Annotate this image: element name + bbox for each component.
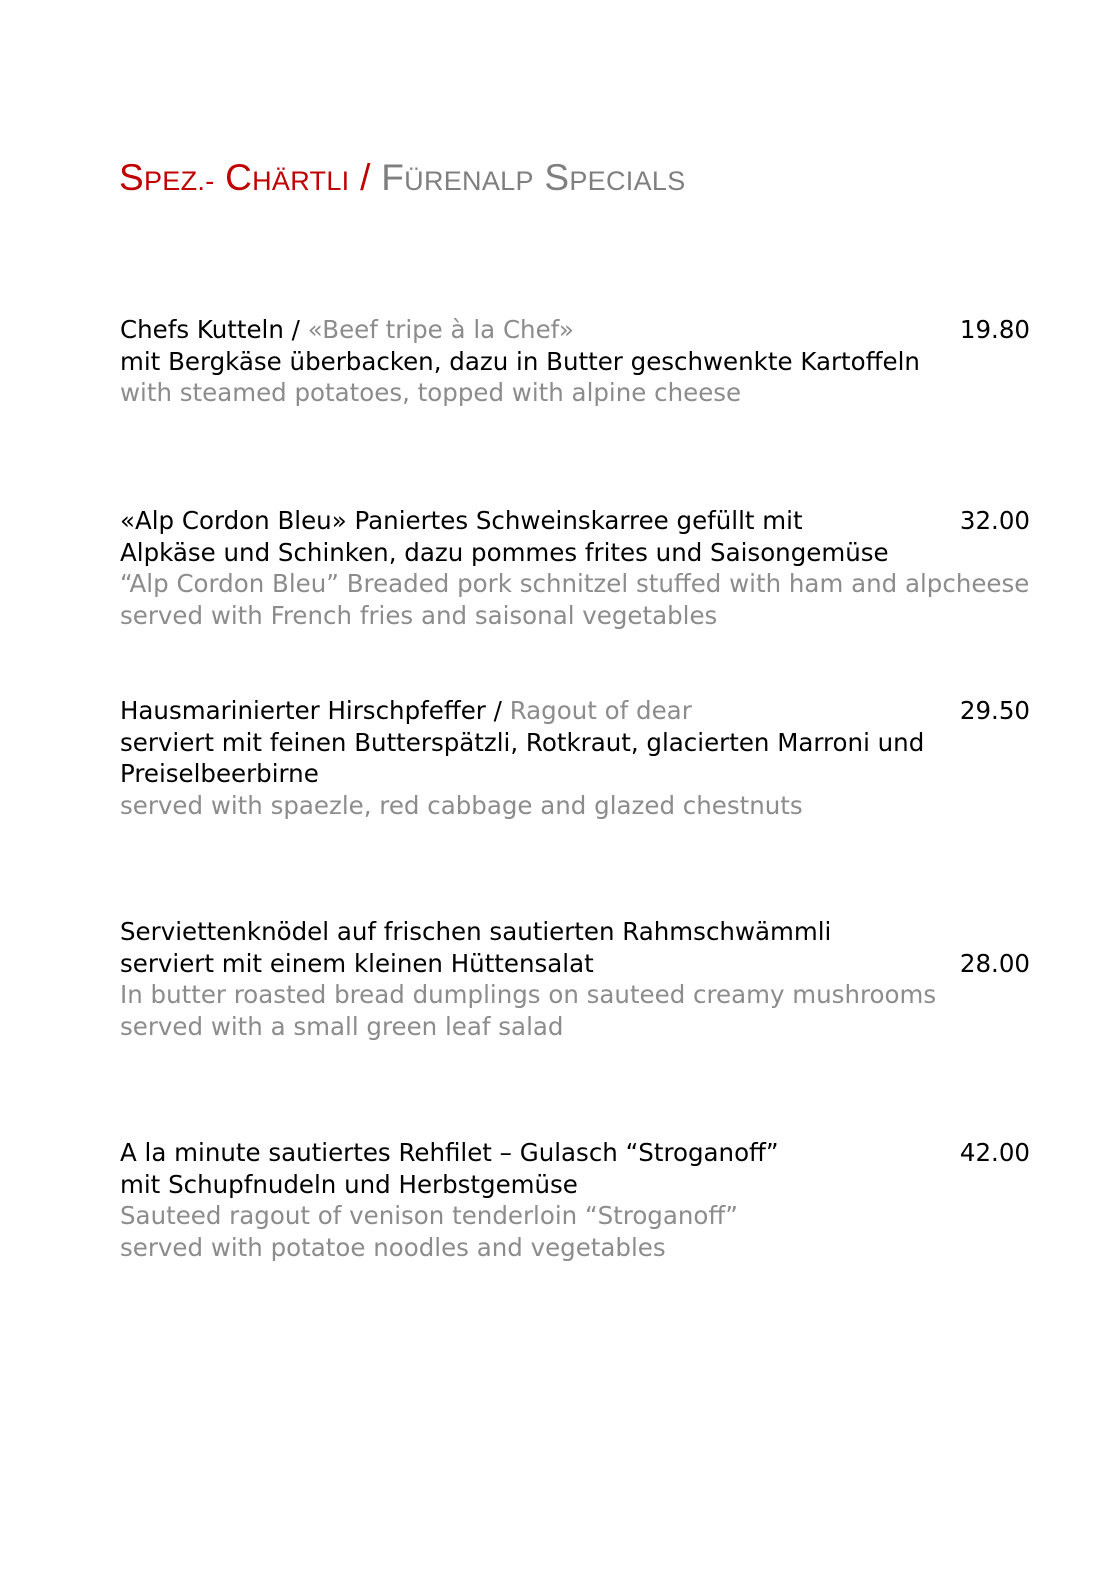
title-german xyxy=(119,157,371,198)
item-name-de: «Alp Cordon Bleu» Paniertes Schweinskarree gefüllt mit xyxy=(120,506,803,535)
item-name-de: Chefs Kutteln / xyxy=(120,315,308,344)
item-price: 42.00 xyxy=(959,1138,1030,1167)
title-smallcaps: ÜRENALP xyxy=(404,166,534,196)
menu-item-hirschpfeffer xyxy=(120,695,1030,821)
item-name xyxy=(120,314,1030,346)
item-desc-de: serviert mit einem kleinen Hüttensalat xyxy=(120,948,594,978)
menu-item-chefs-kutteln xyxy=(120,314,1030,409)
item-desc-en: served with French fries and saisonal vegetables xyxy=(120,600,718,630)
title-initial: S xyxy=(544,157,570,198)
item-desc-en: “Alp Cordon Bleu” Breaded pork schnitzel stuffed with ham and alpcheese xyxy=(120,569,1030,599)
item-price: 32.00 xyxy=(959,506,1030,535)
item-price: 28.00 xyxy=(959,948,1030,978)
item-name-en: «Beef tripe à la Chef» xyxy=(307,315,574,344)
item-name xyxy=(120,695,1030,727)
item-name-de: Serviettenknödel auf frischen sautierten Rahmschwämmli xyxy=(120,917,832,946)
item-desc-en: In butter roasted bread dumplings on sauteed creamy mushrooms xyxy=(120,980,937,1010)
item-desc-de: mit Schupfnudeln und Herbstgemüse xyxy=(120,1169,578,1199)
title-separator: / xyxy=(360,157,371,198)
title-smallcaps: PECIALS xyxy=(569,166,686,196)
item-desc-en: served with a small green leaf salad xyxy=(120,1011,564,1041)
title-smallcaps: HÄRTLI xyxy=(252,166,350,196)
item-price: 29.50 xyxy=(959,696,1030,725)
title-initial: S xyxy=(119,157,144,198)
item-name-de: Hausmarinierter Hirschpfeffer / xyxy=(120,696,510,725)
item-name-de: A la minute sautiertes Rehfilet – Gulasch “Stroganoff” xyxy=(120,1138,779,1167)
item-name-en: Ragout of dear xyxy=(509,696,692,725)
title-english xyxy=(381,157,685,198)
page-title xyxy=(119,156,686,203)
item-desc-de: Alpkäse und Schinken, dazu pommes frites und Saisongemüse xyxy=(120,537,889,567)
item-price: 19.80 xyxy=(959,315,1030,344)
item-desc-en: served with potatoe noodles and vegetables xyxy=(120,1232,666,1262)
item-desc-de: mit Bergkäse überbacken, dazu in Butter geschwenkte Kartoffeln xyxy=(120,346,920,376)
menu-item-rehfilet-stroganoff xyxy=(120,1137,1030,1263)
menu-item-serviettenknoedel xyxy=(120,916,1030,1042)
menu-item-alp-cordon-bleu xyxy=(120,505,1030,631)
title-initial: C xyxy=(225,157,253,198)
item-desc-en: served with spaezle, red cabbage and glazed chestnuts xyxy=(120,790,803,820)
title-initial: F xyxy=(381,157,405,198)
title-smallcaps: PEZ.- xyxy=(143,166,215,196)
item-desc-en: with steamed potatoes, topped with alpine cheese xyxy=(120,378,742,408)
item-desc-de: Preiselbeerbirne xyxy=(120,759,319,789)
item-desc-de: serviert mit feinen Butterspätzli, Rotkraut, glacierten Marroni und xyxy=(120,727,925,757)
item-desc-en: Sauteed ragout of venison tenderloin “Stroganoff” xyxy=(120,1201,738,1231)
